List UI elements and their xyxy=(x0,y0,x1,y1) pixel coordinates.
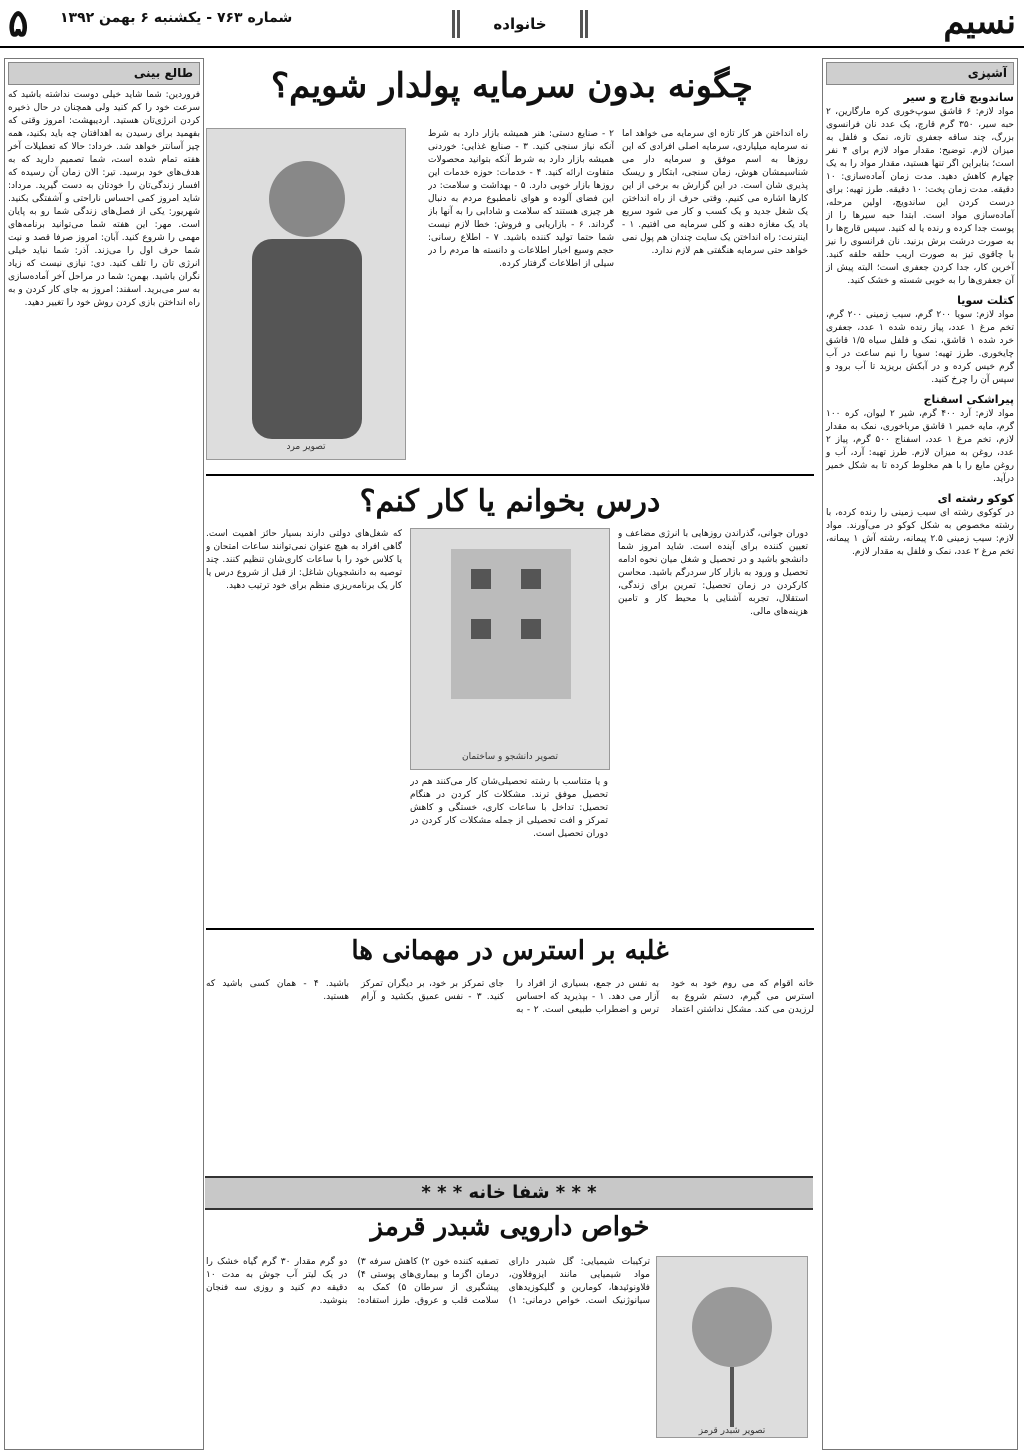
main-col-a: راه انداختن هر کار تازه ای سرمایه می خواهد اما نه سرمایه میلیاردی، سرمایه اصلی افرادی که این روزها به اسم موفق و سرمایه دار می شناسیمشان هوش، زمان سنجی، ابتکار و ریسک پذیری شان است. در این گزارش به برخی از این کارها اشاره می کنیم. وقتی حرف از راه انداختن یک شغل جدید و یک کسب و کار می شود سریع یاد یک مغازه دهنه و کلی سرمایه می افتیم. ۱ - اینترنت: راه انداختن یک سایت چندان هم پول نمی خواهد حتی سرمایه هنگفتی هم لازم ندارد. xyxy=(622,129,808,256)
recipe4-title: کوکو رشته ای xyxy=(937,492,1014,505)
recipe3-title: پیراشکی اسفناج xyxy=(923,393,1014,406)
main-headline: چگونه بدون سرمایه پولدار شویم؟ xyxy=(271,66,753,106)
study-illustration-svg xyxy=(411,529,609,769)
cooking-box-title: آشپزی xyxy=(826,62,1014,85)
recipe3-body: مواد لازم: آرد ۴۰۰ گرم، شیر ۲ لیوان، کره ۱۰۰ گرم، مایه خمیر ۱ قاشق مرباخوری، نمک به مقدار لازم، تخم مرغ ۱ عدد، اسفناج ۵۰۰ گرم، پیاز ۲ عدد، روغن به میزان لازم. طرز تهیه: آرد، آب و روغن مایع را با هم مخلوط کرده تا به شکل خمیر درآید. xyxy=(826,409,1015,484)
recipe4-body: در کوکوی رشته ای سیب زمینی را رنده کرده، با رشته مخصوص به شکل کوکو در می‌آورند. مواد لازم: سیب زمینی ۲.۵ پیمانه، رشته آش ۱ پیمانه، تخم مرغ ۲ عدد، نمک و فلفل به مقدار لازم. xyxy=(826,508,1014,557)
study-col-b: که شغل‌های دولتی دارند بسیار حائز اهمیت است. گاهی افراد به هیچ عنوان نمی‌توانند ساعات امتحان و یا کلاس خود را با ساعات کاری‌شان تنظیم کنند. چند توصیه به دانشجویان شاغل: از قبل از شروع درس یا کار یک برنامه‌ریزی منظم برای خود ترتیب دهید. xyxy=(206,529,402,591)
man-photo-caption: تصویر مرد xyxy=(286,442,326,452)
health-banner: * * * شفا خانه * * * xyxy=(205,1176,813,1210)
stress-body: خانه اقوام که می روم خود به خود استرس می گیرم، دستم شروع به لرزیدن می کند. مشکل نداشتن اعتماد به نفس در جمع، بسیاری از افراد را آزار می دهد. ۱ - بپذیرید که احساس ترس و اضطراب طبیعی است. ۲ - به جای تمرکز بر خود، بر دیگران تمرکز کنید. ۳ - نفس عمیق بکشید و آرام باشید. ۴ - همان کسی باشید که هستید. xyxy=(206,979,814,1015)
health-body: ترکیبات شیمیایی: گل شبدر دارای مواد شیمیایی مانند ایزوفلاون، فلاونوئیدها، کومارین و گلیکوزیدهای سیانوژنیک است. خواص درمانی: ۱) تصفیه کننده خون ۲) کاهش سرفه ۳) درمان اگزما و بیماری‌های پوستی ۴) پیشگیری از سرطان ۵) کمک به سلامت قلب و عروق. طرز استفاده: دو گرم مقدار ۳۰ گرم گیاه خشک را در یک لیتر آب جوش به مدت ۱۰ دقیقه دم کنید و روزی سه فنجان بنوشید. xyxy=(206,1257,650,1306)
horoscope-column xyxy=(4,58,204,1450)
study-col-a: دوران جوانی، گذراندن روزهایی با انرژی مضاعف و تعیین کننده برای آینده است. شاید امروز شما دانشجو باشید و در تحصیل و شغل میان نحوه ادامه تحصیل و ورود به بازار کار سردرگم باشید. محاسن کارکردن در زمان تحصیل: تمرین برای زندگی، استقلال، تجربه آشنایی با محیط کار و تامین هزینه‌های مالی. xyxy=(618,529,808,617)
study-illustration-caption: تصویر دانشجو و ساختمان xyxy=(462,752,558,762)
clover-photo-caption: تصویر شبدر قرمز xyxy=(698,1426,766,1436)
section-title: خانواده xyxy=(452,10,588,38)
newspaper-logo: نسیم xyxy=(943,2,1016,42)
man-photo-svg xyxy=(207,129,405,459)
recipe2-title: کتلت سویا xyxy=(957,294,1014,307)
masthead xyxy=(0,0,1024,48)
divider-2 xyxy=(206,928,814,930)
recipe1-body: مواد لازم: ۶ قاشق سوپ‌خوری کره مارگارین، ۲ حبه سیر، ۳۵۰ گرم قارچ، یک عدد نان فرانسوی بزرگ، چند ساقه جعفری تازه، نمک و فلفل به میزان لازم. توضیح: مقدار مواد لازم برای ۴ نفر است؛ بنابراین اگر تنها هستید، مقدار مواد را به یک چهارم کاهش دهید. مدت زمان آماده‌سازی: ۱۰ دقیقه. مدت زمان پخت: ۱۰ دقیقه. طرز تهیه: برای درست کردن این ساندویچ، اولین مرحله، آماده‌سازی مواد است. ابتدا حبه سیرها را از پوست جدا کرده و رنده یا له کنید. سپس قارچ‌ها را به صورت درشت برش بزنید. نان فرانسوی را نیز با چاقوی تیز به صورت اریب حلقه حلقه کنید. آخرین کار، جدا کردن جعفری است؛ البته پیش از آن جعفری‌ها را به خوبی شسته و خشک کنید. xyxy=(826,107,1014,286)
man-photo xyxy=(206,128,406,460)
study-col-c: و یا متناسب با رشته تحصیلی‌شان کار می‌کنند هم در تحصیل موفق ترند. مشکلات کار کردن در هنگام تحصیل: تداخل با ساعات کاری، خستگی و کاهش تمرکز و افت تحصیلی از جمله مشکلات کار کردن در دوران تحصیل است. xyxy=(410,777,608,839)
health-headline: خواص دارویی شبدر قرمز xyxy=(370,1212,650,1242)
page-number: ۵ xyxy=(8,0,29,45)
stress-headline: غلبه بر استرس در مهمانی ها xyxy=(351,936,669,966)
study-illustration xyxy=(410,528,610,770)
divider-1 xyxy=(206,474,814,476)
clover-photo xyxy=(656,1256,808,1438)
clover-photo-svg xyxy=(657,1257,807,1437)
issue-line: شماره ۷۶۳ - یکشنبه ۶ بهمن ۱۳۹۲ xyxy=(60,10,293,26)
horoscope-box-title: طالع بینی xyxy=(8,62,200,85)
horoscope-body: فروردین: شما شاید خیلی دوست نداشته باشید که سرعت خود را کم کنید ولی همچنان در حال ذخیره کردن انرژی‌تان هستید. اردیبهشت: امروز وقتی که بفهمید برای رسیدن به اهدافتان چه باید بکنید، همه چیز آسانتر خواهد شد. خرداد: حالا که تعطیلات آخر هفته تمام شده است، شما تصمیم دارید که به هدف‌های خود برسید. تیر: الان زمان آن رسیده که افسار زندگی‌تان را خودتان به دست گیرید. مرداد: شاید امروز کمی احساس ناراحتی و آشفتگی بکنید. شهریور: یکی از فصل‌های زندگی شما رو به پایان است. مهر: این هفته شما می‌توانید برنامه‌های مهمی را شروع کنید. آبان: امروز صرفا قصد و نیت شما حرف اول را می‌زند. آذر: شما نباید خیلی انرژی تان را تلف کنید. دی: نیازی نیست که زیاد نگران باشید. بهمن: شما در مراحل آخر آماده‌سازی به سر می‌برید. اسفند: امروز به جای کار کردن و به راه انداختن بازی کردن روش خود را تغییر دهید. xyxy=(8,90,200,308)
main-col-b: ۲ - صنایع دستی: هنر همیشه بازار دارد به شرط آنکه نیاز سنجی کنید. ۳ - صنایع غذایی: خوردنی همیشه بازار دارد به شرط آنکه بتوانید محصولات متفاوت ارائه کنید. ۴ - خدمات: حوزه خدمات این روزها بازار خوبی دارد. ۵ - بهداشت و سلامت: در این فضای آلوده و هوای نامطبوع مردم به دنبال هر چیزی هستند که سلامت و شادابی را به آنها باز گرداند. ۶ - بازاریابی و فروش: خطا لازم نیست شما حتما تولید کننده باشید. ۷ - اطلاع رسانی: حجم وسیع اخبار اطلاعات و دانسته ها مردم را در سیلی از اطلاعات گرفتار کرده. xyxy=(428,129,614,269)
recipe2-body: مواد لازم: سویا ۲۰۰ گرم، سیب زمینی ۲۰۰ گرم، تخم مرغ ۱ عدد، پیاز رنده شده ۱ عدد، جعفری خرد شده ۱ قاشق، نمک و فلفل سیاه ۱/۵ قاشق چایخوری. طرز تهیه: سویا را نیم ساعت در آب گرم خیس کرده و در آبکش بریزید تا آب برود و سپس آن را چرخ کنید. xyxy=(826,310,1014,385)
study-headline: درس بخوانم یا کار کنم؟ xyxy=(359,484,661,519)
cooking-column xyxy=(822,58,1018,1450)
recipe1-title: ساندویچ قارچ و سیر xyxy=(903,91,1014,104)
